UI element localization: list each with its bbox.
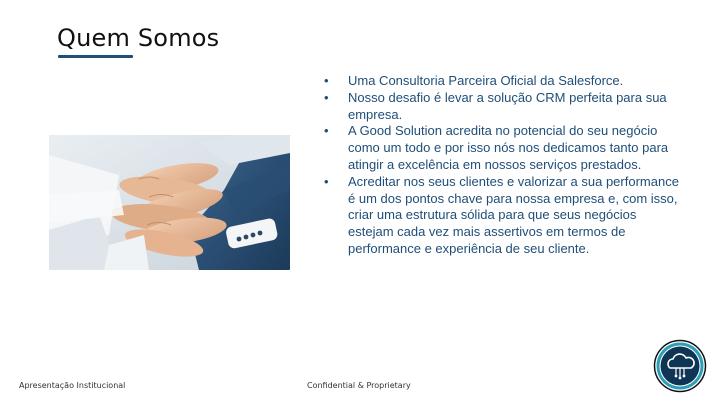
stacked-hands-image [49,135,290,270]
footer-presentation-label: Apresentação Institucional [19,381,126,390]
list-item [322,90,682,124]
bullet-list [322,73,682,258]
slide-title: Quem Somos [57,24,220,52]
bullet-text: Nosso desafio é levar a solução CRM perfeita para sua empresa. [348,89,667,122]
cloud-circuit-logo-icon [653,339,707,393]
bullet-icon: • [324,123,329,139]
bullet-text: Acreditar nos seus clientes e valorizar a sua performance é um dos pontos chave para nossa empresa e, com isso, criar uma estrutura sólida para que seus negócios estejam cada vez mais assertivos em termos de performance e experiência de seu cliente. [348,173,679,256]
title-underline [58,55,133,58]
bullet-text: A Good Solution acredita no potencial do seu negócio como um todo e por isso nós nos dedicamos tanto para atingir a excelência em nossos serviços prestados. [348,123,669,172]
list-item [322,73,682,90]
bullet-icon: • [324,173,329,189]
footer-confidential-label: Confidential & Proprietary [307,381,411,390]
bullet-icon: • [324,89,329,105]
list-item [322,123,682,173]
list-item [322,174,682,258]
bullet-text: Uma Consultoria Parceira Oficial da Salesforce. [348,73,624,88]
bullet-icon: • [324,73,329,88]
